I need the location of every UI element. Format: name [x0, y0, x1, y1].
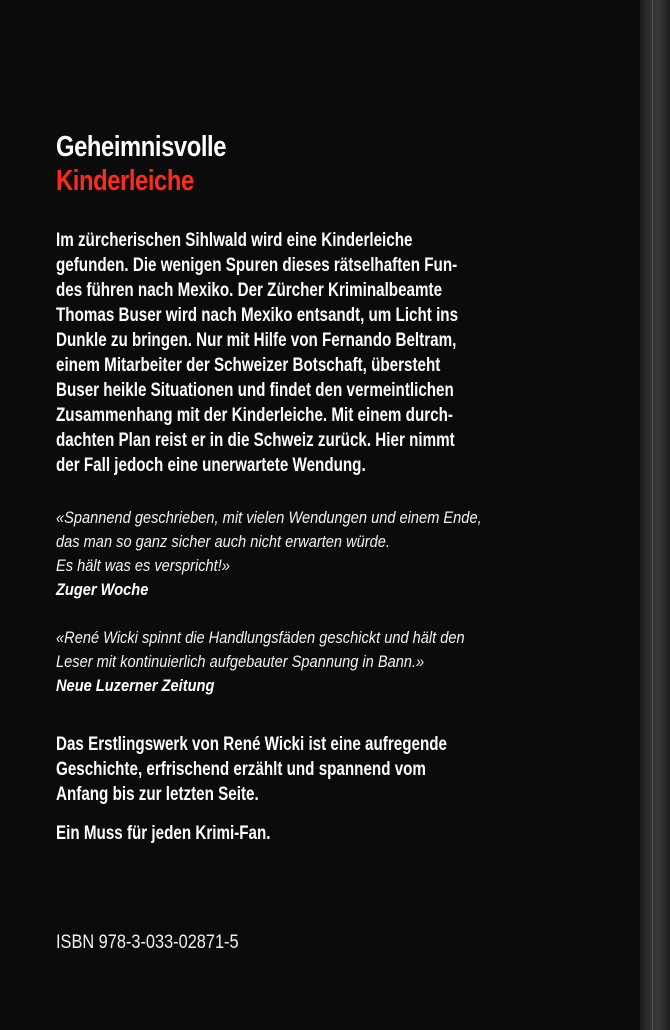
blurb-line: einem Mitarbeiter der Schweizer Botschaft, übersteht — [56, 355, 441, 376]
spine-crease-line — [652, 0, 653, 1030]
blurb-line: Thomas Buser wird nach Mexiko entsandt, um Licht ins — [56, 305, 459, 326]
quote-line: «Spannend geschrieben, mit vielen Wendungen und einem Ende, — [56, 508, 482, 527]
book-spine-edge — [640, 0, 670, 1030]
back-cover-content — [56, 130, 616, 846]
closing-paragraph — [56, 732, 616, 807]
isbn-number: ISBN 978-3-033-02871-5 — [56, 932, 239, 953]
blurb-line: der Fall jedoch eine unerwartete Wendung. — [56, 455, 366, 476]
blurb-line: Buser heikle Situationen und findet den vermeintlichen — [56, 380, 454, 401]
quote-source: Neue Luzerner Zeitung — [56, 676, 215, 695]
blurb-line: des führen nach Mexiko. Der Zürcher Kriminalbeamte — [56, 280, 443, 301]
closing-line: Geschichte, erfrischend erzählt und spannend vom — [56, 759, 426, 780]
review-quote-1 — [56, 506, 616, 602]
quote-line: Leser mit kontinuierlich aufgebauter Spannung in Bann.» — [56, 652, 425, 671]
tagline: Ein Muss für jeden Krimi-Fan. — [56, 823, 271, 844]
review-quote-2 — [56, 626, 616, 698]
blurb-line: Dunkle zu bringen. Nur mit Hilfe von Fernando Beltram, — [56, 330, 457, 351]
quote-line: Es hält was es verspricht!» — [56, 556, 230, 575]
title-line-1: Geheimnisvolle — [56, 131, 227, 163]
blurb-paragraph — [56, 228, 616, 478]
quote-line: «René Wicki spinnt die Handlungsfäden geschickt und hält den — [56, 628, 465, 647]
quote-source: Zuger Woche — [56, 580, 149, 599]
blurb-line: dachten Plan reist er in die Schweiz zurück. Hier nimmt — [56, 430, 455, 451]
title-line-2: Kinderleiche — [56, 165, 194, 197]
blurb-line: gefunden. Die wenigen Spuren dieses rätselhaften Fun- — [56, 255, 458, 276]
quote-line: das man so ganz sicher auch nicht erwarten würde. — [56, 532, 391, 551]
blurb-line: Im zürcherischen Sihlwald wird eine Kinderleiche — [56, 230, 413, 251]
blurb-line: Zusammenhang mit der Kinderleiche. Mit einem durch- — [56, 405, 453, 426]
closing-line: Das Erstlingswerk von René Wicki ist eine aufregende — [56, 734, 447, 755]
closing-line: Anfang bis zur letzten Seite. — [56, 784, 259, 805]
